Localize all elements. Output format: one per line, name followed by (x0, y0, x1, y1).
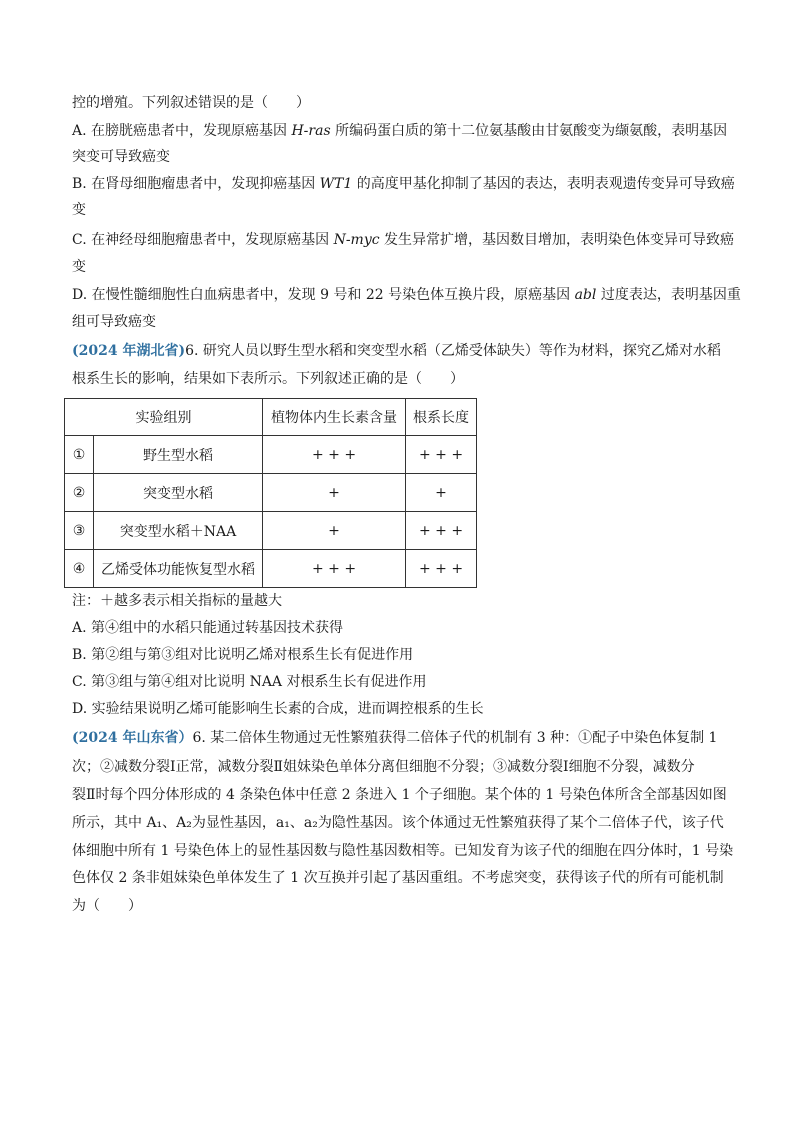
q6-hubei-option-b: B. 第②组与第③组对比说明乙烯对根系生长有促进作用 (72, 647, 414, 663)
q5-option-b-line1 (72, 174, 735, 194)
q6-shandong-text1: 6. 某二倍体生物通过无性繁殖获得二倍体子代的机制有 3 种：①配子中染色体复制 1 (192, 730, 718, 746)
q5-option-d-gene: abl (574, 287, 597, 303)
q6-hubei-option-a: A. 第④组中的水稻只能通过转基因技术获得 (72, 620, 344, 636)
table-row-num: ③ (65, 512, 94, 550)
table-row (65, 550, 477, 588)
q5-option-c-line2: 变 (72, 259, 86, 275)
q5-option-d-line1 (72, 285, 741, 305)
table-header-group: 实验组别 (65, 399, 263, 436)
table-row-root: + + + (406, 436, 477, 474)
q5-option-a-post: 所编码蛋白质的第十二位氨基酸由甘氨酸变为缬氨酸，表明基因 (330, 123, 728, 139)
table-row-num: ④ (65, 550, 94, 588)
table-header-row (65, 399, 477, 436)
q6-shandong-line4: 所示，其中 A₁、A₂为显性基因，a₁、a₂为隐性基因。该个体通过无性繁殖获得了某个二倍体子代，该子代 (72, 815, 724, 831)
table-row-group: 乙烯受体功能恢复型水稻 (94, 550, 263, 588)
table-row-root: + (406, 474, 477, 512)
table-row-group: 突变型水稻＋NAA (94, 512, 263, 550)
q6-shandong-line6: 色体仅 2 条非姐妹染色单体发生了 1 次互换并引起了基因重组。不考虑突变，获得该子代的所有可能机制 (72, 870, 724, 886)
q6-hubei-stem-text: 6. 研究人员以野生型水稻和突变型水稻（乙烯受体缺失）等作为材料，探究乙烯对水稻 (185, 343, 721, 359)
q5-option-a-gene: H-ras (291, 123, 331, 139)
table-row (65, 436, 477, 474)
table-row-num: ② (65, 474, 94, 512)
q6-hubei-option-d: D. 实验结果说明乙烯可能影响生长素的合成，进而调控根系的生长 (72, 701, 484, 717)
table-row-auxin: + + + (263, 550, 406, 588)
q5-option-b-gene: WT1 (319, 176, 353, 192)
table-row-auxin: + + + (263, 436, 406, 474)
q6-shandong-line5: 体细胞中所有 1 号染色体上的显性基因数与隐性基因数相等。已知发育为该子代的细胞在四分体时，1 号染 (72, 843, 734, 859)
q5-option-d-post: 过度表达，表明基因重 (596, 287, 741, 303)
q6-shandong-line2: 次；②减数分裂Ⅰ正常，减数分裂Ⅱ姐妹染色单体分离但细胞不分裂；③减数分裂Ⅰ细胞不分裂，减数分 (72, 759, 695, 775)
q6-hubei-option-c: C. 第③组与第④组对比说明 NAA 对根系生长有促进作用 (72, 674, 427, 690)
q5-option-c-pre: C. 在神经母细胞瘤患者中，发现原癌基因 (72, 232, 334, 248)
table-row-num: ① (65, 436, 94, 474)
q5-option-b-line2: 变 (72, 202, 86, 218)
table-row-auxin: + (263, 474, 406, 512)
table-row-root: + + + (406, 550, 477, 588)
q5-option-d-pre: D. 在慢性髓细胞性白血病患者中，发现 9 号和 22 号染色体互换片段，原癌基因 (72, 287, 575, 303)
q6-hubei-stem-line1 (72, 341, 721, 361)
q5-option-a-line1 (72, 121, 727, 141)
q5-option-c-line1 (72, 230, 734, 250)
q6-shandong-source-tag: (2024 年山东省） (72, 730, 193, 746)
q6-shandong-line3: 裂Ⅱ时每个四分体形成的 4 条染色体中任意 2 条进入 1 个子细胞。某个体的 1 号染色体所含全部基因如图 (72, 787, 727, 803)
q5-option-a-pre: A. 在膀胱癌患者中，发现原癌基因 (72, 123, 292, 139)
q5-option-c-gene: N-myc (333, 232, 380, 248)
q6-hubei-source-tag: (2024 年湖北省) (72, 343, 186, 359)
q6-shandong-line1 (72, 728, 717, 748)
q5-option-c-post: 发生异常扩增，基因数目增加，表明染色体变异可导致癌 (379, 232, 735, 248)
q6-shandong-line7: 为（ ） (72, 898, 142, 914)
q5-stem-tail: 控的增殖。下列叙述错误的是（ ） (72, 95, 310, 111)
table-note: 注：＋越多表示相关指标的量越大 (72, 593, 282, 609)
q5-option-b-pre: B. 在肾母细胞瘤患者中，发现抑癌基因 (72, 176, 320, 192)
table-row-auxin: + (263, 512, 406, 550)
table-row-root: + + + (406, 512, 477, 550)
q5-option-a-line2: 突变可导致癌变 (72, 149, 170, 165)
experiment-table (64, 398, 477, 588)
table-row (65, 512, 477, 550)
table-header-auxin: 植物体内生长素含量 (263, 399, 406, 436)
table-row (65, 474, 477, 512)
q5-option-d-line2: 组可导致癌变 (72, 314, 156, 330)
q6-hubei-stem-line2: 根系生长的影响，结果如下表所示。下列叙述正确的是（ ） (72, 371, 464, 387)
q5-option-b-post: 的高度甲基化抑制了基因的表达，表明表观遗传变异可导致癌 (352, 176, 735, 192)
table-header-root: 根系长度 (406, 399, 477, 436)
table-row-group: 突变型水稻 (94, 474, 263, 512)
table-row-group: 野生型水稻 (94, 436, 263, 474)
